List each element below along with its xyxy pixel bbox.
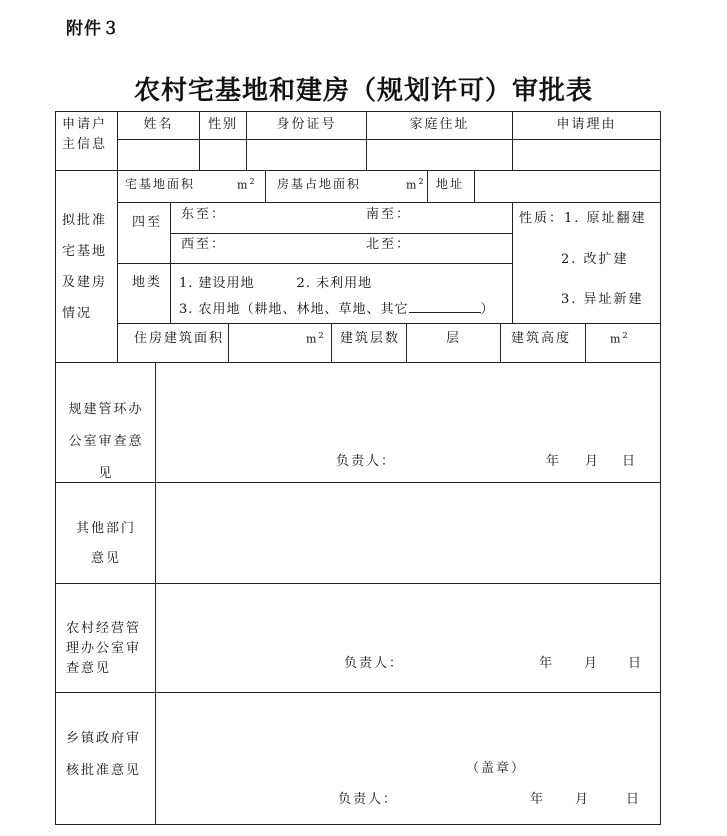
nature-option-rebuild: 1. 原址翻建 [564,211,647,226]
value-address[interactable] [366,139,513,171]
review-agri-day: 日 [628,656,644,671]
south-label: 南至： [366,207,412,222]
land-type-label: 地类 [132,275,163,290]
value-id[interactable] [246,139,367,171]
unit-m: m [610,332,623,346]
review-planning-label: 规建管环办公室审查意见 [68,402,144,481]
review-town-month: 月 [575,792,591,807]
nature-option-expand: 2. 改扩建 [561,252,629,267]
unit-square: 2 [249,177,255,186]
value-reason[interactable] [512,139,661,171]
height-unit [610,332,628,345]
header-id-label: 身份证号 [276,117,337,132]
land-type-line-3 [179,301,495,316]
review-town-label: 乡镇政府审核批准意见 [66,731,142,778]
site-area-label: 宅基地面积 [125,177,196,191]
review-agri-opinion-cell[interactable] [155,583,661,693]
plan-section-label: 拟批准宅基地及建房情况 [62,213,108,321]
form-title: 农村宅基地和建房（规划许可）审批表 [133,76,593,106]
review-town-seal: （盖章） [466,761,527,776]
land-type-label-cell [117,263,171,324]
footprint-unit [406,178,424,191]
east-label: 东至： [181,207,227,222]
nature-line-1 [519,212,647,225]
value-gender[interactable] [199,139,247,171]
west-label: 西至： [181,237,227,252]
review-agri-label: 农村经营管理办公室审查意见 [66,621,142,676]
land-type-line-3-suffix: ） [480,302,495,317]
address-value-cell[interactable] [474,170,661,203]
floor-area-unit [306,332,324,345]
applicant-section-label: 申请户主信息 [62,117,108,152]
nature-label: 性质： [519,211,565,226]
review-town-year: 年 [530,792,546,807]
boundaries-label: 四至 [132,215,163,230]
address-label: 地址 [436,177,465,191]
boundaries-label-cell [117,202,171,264]
review-other-opinion-cell[interactable] [155,482,661,584]
header-gender-label: 性别 [207,117,238,132]
unit-m: m [306,332,319,346]
footprint-label: 房基占地面积 [277,177,362,191]
header-reason-label: 申请理由 [556,117,617,132]
review-town-responsible: 负责人： [338,792,399,807]
review-planning-day: 日 [622,454,638,469]
annex-label: 附件３ [66,19,120,39]
review-agri-year: 年 [539,656,555,671]
floor-area-label: 住房建筑面积 [134,331,225,346]
review-town-day: 日 [626,792,642,807]
floors-label: 建筑层数 [340,331,401,346]
floors-unit: 层 [446,331,462,346]
review-other-label: 其他部门意见 [75,521,136,566]
header-name-label: 姓名 [143,117,174,132]
review-planning-responsible: 负责人： [336,454,397,469]
site-area-unit [237,178,255,191]
review-planning-year: 年 [546,454,562,469]
other-blank-line[interactable] [409,301,481,313]
unit-square: 2 [318,331,324,340]
value-name[interactable] [117,139,200,171]
north-label: 北至： [366,237,412,252]
header-address-label: 家庭住址 [409,117,470,132]
land-type-line-3-prefix: 3. 农用地（耕地、林地、草地、其它 [179,302,409,317]
unit-square: 2 [418,177,424,186]
review-planning-month: 月 [585,454,601,469]
height-label: 建筑高度 [511,331,572,346]
unit-m: m [237,178,250,192]
review-agri-month: 月 [584,656,600,671]
nature-option-relocate: 3. 异址新建 [561,292,644,307]
review-agri-responsible: 负责人： [344,656,405,671]
unit-square: 2 [622,331,628,340]
land-type-line-1: 1. 建设用地 2. 未利用地 [179,276,373,291]
unit-m: m [406,178,419,192]
